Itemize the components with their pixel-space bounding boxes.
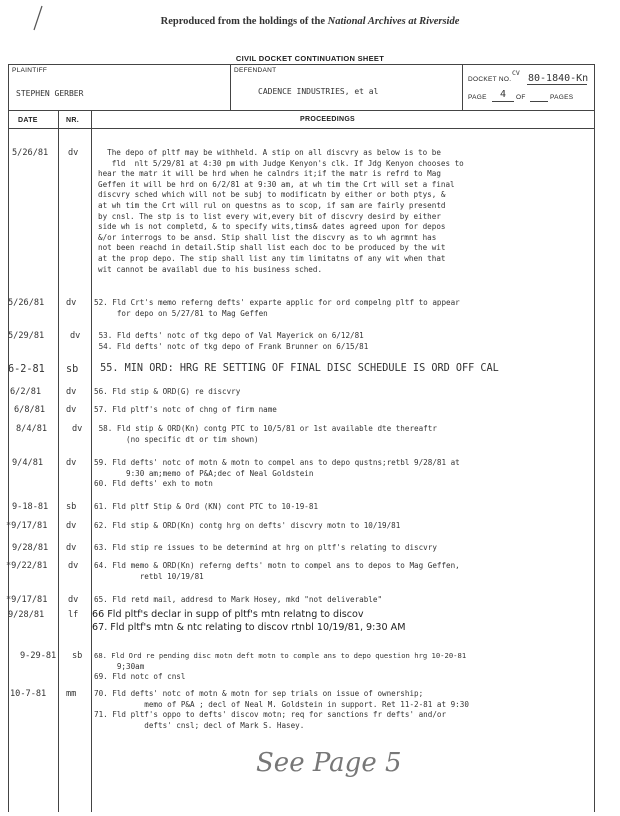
docket-entry: [94, 387, 240, 398]
entry-date: 6/2/81: [10, 387, 42, 397]
docket-no-label: DOCKET NO.: [468, 76, 512, 83]
entry-line: 70. Fld defts' notc of motn & motn for sep trials on issue of ownership;: [94, 689, 424, 698]
entry-line: 66 Fld pltf's declar in supp of pltf's mtn relatng to discov: [92, 609, 364, 620]
entry-date: 9-18-81: [12, 502, 49, 512]
docket-number: 80-1840-Kn: [528, 73, 589, 84]
entry-line: retbl 10/19/81: [94, 571, 204, 581]
entry-date: 10-7-81: [10, 689, 47, 699]
header-top-border: [8, 64, 594, 65]
entry-date: *9/17/81: [6, 521, 48, 531]
right-border: [594, 64, 595, 812]
entry-line: 69. Fld notc of cnsl: [94, 672, 186, 682]
entry-line: 60. Fld defts' exh to motn: [94, 479, 213, 489]
entry-line: (no specific dt or tim shown): [94, 434, 259, 444]
archive-banner: [0, 16, 620, 27]
entry-date: 6-2-81: [8, 364, 45, 375]
entry-nr: dv: [68, 595, 79, 605]
entry-nr: sb: [72, 651, 83, 661]
docket-entry: [94, 298, 460, 319]
entry-line: 55. MIN ORD: HRG RE SETTING OF FINAL DISC SCHEDULE IS ORD OFF CAL: [94, 363, 499, 374]
entry-line: 71. Fld pltf's oppo to defts' discov motn; req for sanctions fr defts' and/or: [94, 710, 447, 720]
docket-entry: [94, 458, 460, 490]
entry-date: *9/22/81: [6, 561, 48, 571]
entry-nr: lf: [68, 610, 79, 620]
entry-line: memo of P&A ; decl of Neal M. Goldstein in support. Ret 11-2-81 at 9:30: [94, 699, 469, 709]
entry-line: &/or interrogs to be ansd. Stip shall list the discvry as to wh agrmnt has: [98, 232, 437, 242]
entry-date: 5/26/81: [8, 298, 45, 308]
entry-date: 6/8/81: [14, 405, 46, 415]
entry-date: 9-29-81: [20, 651, 57, 661]
sheet-title: CIVIL DOCKET CONTINUATION SHEET: [235, 54, 385, 63]
entry-line: by cnsl. The stp is to list every wit,every bit of discvry desird by either: [98, 211, 441, 221]
entry-line: for depo on 5/27/81 to Mag Geffen: [94, 308, 268, 318]
date-column-divider: [58, 110, 59, 812]
entry-line: 52. Fld Crt's memo referng defts' exparte applic for ord compelng pltf to appear: [94, 298, 460, 307]
plaintiff-defendant-divider: [230, 64, 231, 110]
entry-date: 9/4/81: [12, 458, 44, 468]
docket-number-underline: [527, 84, 587, 85]
page-number-underline: [492, 101, 514, 102]
docket-entry: [94, 651, 466, 683]
entry-line: 67. Fld pltf's mtn & ntc relating to discov rtnbl 10/19/81, 9:30 AM: [92, 622, 406, 633]
nr-column-divider: [91, 110, 92, 812]
entry-nr: dv: [70, 331, 81, 341]
nr-column-header: NR.: [66, 117, 79, 124]
docket-entry: [98, 148, 464, 275]
entry-line: discvry sched which will not be subj to modificatn by either or both ptys, &: [98, 190, 446, 200]
entry-line: 54. Fld defts' notc of tkg depo of Frank Brunner on 6/15/81: [94, 341, 369, 351]
entry-nr: dv: [72, 424, 83, 434]
total-pages-underline: [530, 101, 548, 102]
entry-nr: dv: [66, 543, 77, 553]
entry-line: wit cannot be availabl due to his business sched.: [98, 264, 323, 274]
entry-nr: mm: [66, 689, 77, 699]
docket-entry: [94, 689, 469, 731]
docket-entry: [94, 521, 400, 532]
entry-line: 56. Fld stip & ORD(G) re discvry: [94, 387, 241, 396]
entry-line: not been reachd in detail.Stip shall list each doc to be produced by the wit: [98, 243, 446, 253]
entry-date: *9/17/81: [6, 595, 48, 605]
column-header-bottom-border: [8, 128, 594, 129]
entry-date: 9/28/81: [8, 610, 45, 620]
entry-nr: dv: [66, 521, 77, 531]
entry-date: 5/29/81: [8, 331, 45, 341]
entry-line: at wh tim the Crt will rul on questns as to scop, if sam are fairly presentd: [98, 200, 446, 210]
entry-line: 58. Fld stip & ORD(Kn) contg PTC to 10/5/81 or 1st available dte thereaftr: [94, 424, 437, 433]
docket-entry: [94, 543, 437, 554]
docket-entry: [94, 502, 318, 513]
entry-nr: dv: [68, 148, 79, 158]
entry-nr: dv: [68, 561, 79, 571]
entry-nr: dv: [66, 458, 77, 468]
defendant-label: DEFENDANT: [234, 67, 277, 74]
defendant-name: CADENCE INDUSTRIES, et al: [258, 87, 379, 96]
docket-entry: [94, 331, 368, 352]
entry-line: fld nlt 5/29/81 at 4:30 pm with Judge Kenyon's clk. If Jdg Kenyon chooses to: [98, 158, 464, 168]
date-column-header: DATE: [18, 117, 38, 124]
entry-date: 9/28/81: [12, 543, 49, 553]
entry-line: 59. Fld defts' notc of motn & motn to compel ans to depo qustns;retbl 9/28/81 at: [94, 458, 460, 467]
entry-nr: dv: [66, 405, 77, 415]
entry-line: at the prop depo. The stip shall list any tim limitatns of any wit when that: [98, 253, 446, 263]
entry-nr: sb: [66, 502, 77, 512]
docket-entry: [94, 405, 277, 416]
margin-mark-icon: [30, 4, 46, 34]
entry-line: Geffen it will be hrd on 6/2/81 at 9:30 am, at wh tim the Crt will set a final: [98, 179, 455, 189]
header-bottom-border: [8, 110, 594, 111]
entry-line: 63. Fld stip re issues to be determind at hrg on pltf's relating to discvry: [94, 543, 437, 552]
handwritten-see-page-note: See Page 5: [256, 748, 402, 778]
of-label: OF: [516, 94, 526, 101]
docket-entry: [92, 609, 406, 633]
entry-line: side wh is not completd, & to specify wits,tims& dates agreed upon for depos: [98, 222, 446, 232]
entry-line: 9:30 am;memo of P&A;dec of Neal Goldstein: [94, 468, 314, 478]
entry-line: 64. Fld memo & ORD(Kn) referng defts' motn to compel ans to depos to Mag Geffen,: [94, 561, 460, 570]
entry-line: 68. Fld Ord re pending disc motn deft motn to comple ans to depo question hrg 10-20-81: [94, 651, 467, 660]
entry-nr: sb: [66, 364, 79, 375]
banner-prefix: Reproduced from the holdings of the: [160, 16, 328, 27]
banner-archive: National Archives at Riverside: [327, 16, 460, 27]
docket-entry: [94, 595, 382, 606]
docket-entry: [94, 561, 460, 582]
docket-entry: [94, 424, 437, 445]
entry-line: 61. Fld pltf Stip & Ord (KN) cont PTC to 10-19-81: [94, 502, 319, 511]
entry-line: hear the matr it will be hrd when he calndrs it;if the matr is refrd to Mag: [98, 169, 441, 179]
entry-date: 8/4/81: [16, 424, 48, 434]
entry-line: 57. Fld pltf's notc of chng of firm name: [94, 405, 277, 414]
left-border: [8, 64, 9, 812]
entry-date: 5/26/81: [12, 148, 49, 158]
entry-line: defts' cnsl; decl of Mark S. Hasey.: [94, 720, 305, 730]
docket-prefix: CV: [512, 69, 520, 77]
entry-line: 62. Fld stip & ORD(Kn) contg hrg on defts' discvry motn to 10/19/81: [94, 521, 401, 530]
page-number: 4: [500, 89, 507, 100]
proceedings-column-header: PROCEEDINGS: [300, 116, 356, 123]
page-label: PAGE: [468, 94, 487, 101]
entry-line: 9;30am: [94, 661, 145, 671]
entry-nr: dv: [66, 298, 77, 308]
docket-entry: [94, 364, 499, 375]
pages-label: PAGES: [550, 94, 574, 101]
entry-line: 65. Fld retd mail, addresd to Mark Hosey, mkd "not deliverable": [94, 595, 383, 604]
plaintiff-label: PLAINTIFF: [12, 67, 48, 74]
plaintiff-name: STEPHEN GERBER: [16, 89, 84, 98]
defendant-docket-divider: [462, 64, 463, 110]
entry-line: 53. Fld defts' notc of tkg depo of Val Mayerick on 6/12/81: [94, 331, 364, 340]
entry-line: The depo of pltf may be withheld. A stip on all discvry as below is to be: [98, 148, 441, 157]
entry-nr: dv: [66, 387, 77, 397]
